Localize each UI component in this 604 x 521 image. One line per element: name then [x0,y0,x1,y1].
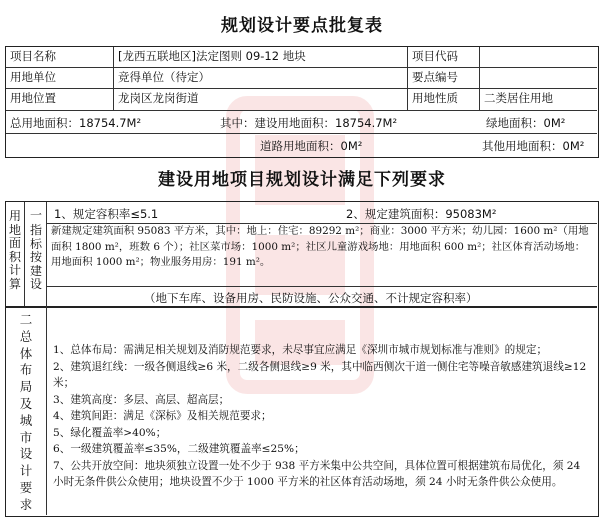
location-value: 龙岗区龙岗街道 [114,89,408,111]
project-name-label: 项目名称 [6,47,114,68]
requirement-item: 2、建筑退红线：一级各侧退线≥6 米，二级各侧退线≥9 米，其中临西侧次干道一侧住宅等噪音敏感建筑退线≥12 米； [53,360,587,389]
info-table [5,46,599,158]
exclusion-note: （地下车库、设备用房、民防设施、公众交通、不计规定容积率） [144,291,478,305]
requirements-table [5,201,599,517]
location-label: 用地位置 [6,89,114,111]
requirement-item: 4、建筑间距：满足《深标》及相关规范要求； [53,410,272,422]
road-area: 道路用地面积：0M² [260,139,363,153]
land-unit-value: 竞得单位（待定） [114,68,408,89]
green-area: 绿地面积：0M² [486,116,566,130]
section1-number: 一 [29,208,42,222]
land-unit-label: 用地单位 [6,68,114,89]
requirement-item: 6、一级建筑覆盖率≤35%，二级建筑覆盖率≤25%； [53,443,305,455]
requirement-item: 7、公共开放空间：地块须独立设置一处不少于 938 平方米集中公共空间，具体位置可根据建筑布局优化，须 24 小时无条件供公众使用；地块设置不少于 1000 平方米的社区体育活动场地，须 24 小时无条件供公众使用。 [53,459,581,488]
project-name-value: [龙西五联地区]法定图则 09-12 地块 [114,47,408,68]
area-calc-label: 用地面积计算 [8,209,21,291]
total-area: 总用地面积：18754.7M² [10,116,142,130]
land-nature-label: 用地性质 [408,89,480,111]
requirements-title: 建设用地项目规划设计满足下列要求 [158,170,446,190]
construction-area: 其中：建设用地面积：18754.7M² [220,116,398,130]
point-no-value [480,68,597,89]
gfa-details: 新建规定建筑面积 95083 平方米，其中：地上：住宅：89292 m²；商业：3000 平方米；幼儿园：1600 m²（用地面积 1800 m²，班数 6 个）；社区菜市场：1000 m²；社区儿童游戏场地：用地面积 600 m²；社区体育活动场地：用地面积 1000 m²；物业服务用房：191 m²。 [51,225,589,268]
requirement-item: 3、建筑高度：多层、高层、超高层； [53,393,230,406]
land-nature-value: 二类居住用地 [480,89,597,111]
other-area: 其他用地面积：0M² [482,139,585,153]
requirement-item: 1、总体布局：需满足相关规划及消防规范要求，未尽事宜应满足《深圳市城市规划标准与准则》的规定； [53,344,548,356]
far-requirement: 1、规定容积率≤5.1 [54,207,159,221]
point-no-label: 要点编号 [408,68,480,89]
project-code-label: 项目代码 [408,47,480,68]
requirement-item: 5、绿化覆盖率>40%； [53,426,167,439]
approval-title: 规划设计要点批复表 [221,16,383,36]
layout-requirements [53,342,593,491]
project-code-value [480,47,597,68]
layout-design-label: 二总体布局及城市设计要求 [19,312,33,512]
section1-sub-label: 指标按建设 [29,223,42,292]
gfa-requirement: 2、规定建筑面积：95083M² [346,207,497,221]
